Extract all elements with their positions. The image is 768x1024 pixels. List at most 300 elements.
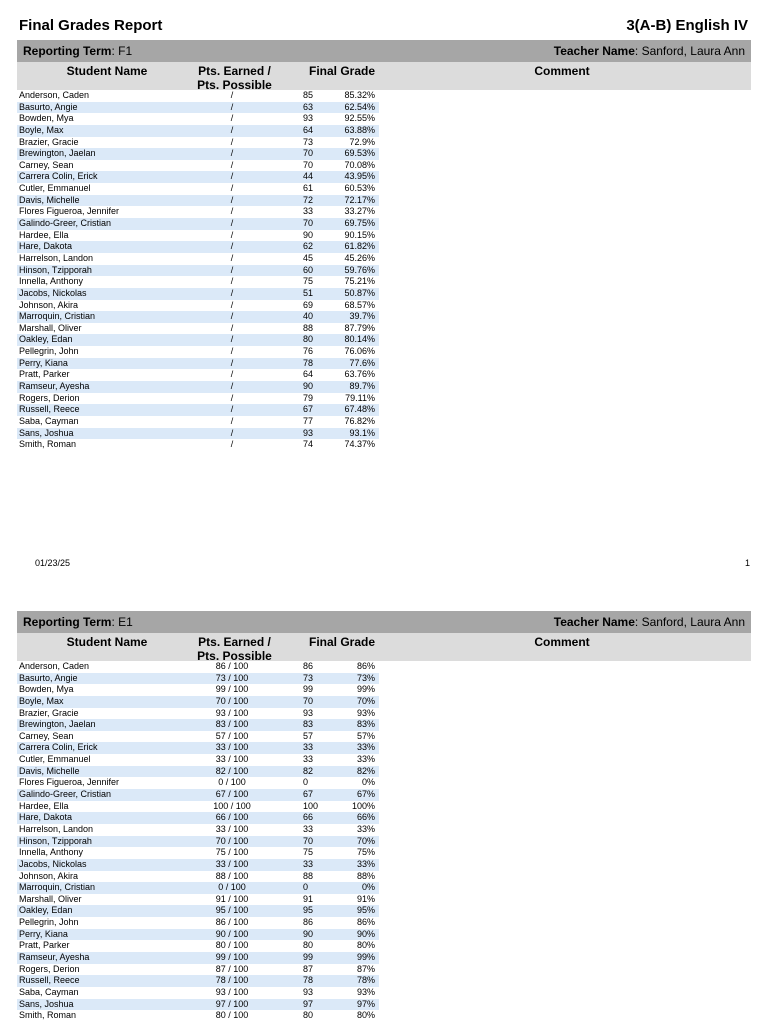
- student-name: Carney, Sean: [19, 730, 74, 741]
- table-row: [17, 777, 379, 789]
- student-name: Pratt, Parker: [19, 940, 70, 951]
- final-score: 66: [303, 812, 314, 823]
- comment-header: Comment: [534, 635, 590, 649]
- term-bar: Reporting Term: E1 Teacher Name: Sanford, Laura Ann: [17, 611, 751, 633]
- table-row: [17, 125, 379, 137]
- table-row: [17, 369, 379, 381]
- table-row: [17, 253, 379, 265]
- final-score: 70: [303, 695, 314, 706]
- student-name: Bowden, Mya: [19, 684, 74, 695]
- points-earned: 87 / 100: [215, 963, 249, 974]
- student-name: Cutler, Emmanuel: [19, 754, 91, 765]
- final-percent: 33.27%: [344, 206, 375, 217]
- table-row: [17, 742, 379, 754]
- final-percent: 90%: [356, 928, 375, 939]
- student-name: Brazier, Gracie: [19, 136, 79, 147]
- final-score: 33: [303, 823, 314, 834]
- final-score: 75: [303, 276, 314, 287]
- column-header: [17, 62, 751, 90]
- final-percent: 91%: [356, 893, 375, 904]
- table-row: [17, 975, 379, 987]
- final-score: 90: [303, 928, 314, 939]
- table-row: [17, 439, 379, 451]
- final-percent: 88%: [356, 870, 375, 881]
- points-earned: /: [230, 311, 234, 322]
- final-percent: 72.17%: [344, 194, 375, 205]
- points-earned: 82 / 100: [215, 765, 249, 776]
- points-earned: 70 / 100: [215, 835, 249, 846]
- final-score: 60: [303, 264, 314, 275]
- teacher-name: Sanford, Laura Ann: [641, 615, 745, 629]
- points-earned: /: [230, 241, 234, 252]
- table-row: [17, 812, 379, 824]
- student-name: Oakley, Edan: [19, 905, 73, 916]
- points-earned: /: [230, 276, 234, 287]
- final-score: 83: [303, 719, 314, 730]
- final-score: 70: [303, 148, 314, 159]
- points-earned: 33 / 100: [215, 754, 249, 765]
- table-row: [17, 428, 379, 440]
- table-row: [17, 661, 379, 673]
- points-earned: 86 / 100: [215, 917, 249, 928]
- points-header: Pts. Earned / Pts. Possible: [197, 64, 272, 92]
- final-score: 70: [303, 218, 314, 229]
- points-earned: /: [230, 136, 234, 147]
- final-score: 0: [303, 882, 309, 893]
- table-row: [17, 673, 379, 685]
- final-percent: 0%: [361, 882, 375, 893]
- final-percent: 75.21%: [344, 276, 375, 287]
- final-score: 62: [303, 241, 314, 252]
- student-name: Saba, Cayman: [19, 986, 79, 997]
- student-name: Hare, Dakota: [19, 241, 73, 252]
- footer-date: 01/23/25: [35, 558, 71, 568]
- final-percent: 73%: [356, 672, 375, 683]
- final-percent: 89.7%: [349, 381, 375, 392]
- points-earned: 93 / 100: [215, 707, 249, 718]
- points-earned: 83 / 100: [215, 719, 249, 730]
- term-value: E1: [118, 615, 133, 629]
- points-earned: /: [230, 90, 234, 100]
- points-earned: /: [230, 101, 234, 112]
- student-name: Jacobs, Nickolas: [19, 858, 87, 869]
- points-earned: /: [230, 427, 234, 438]
- table-row: [17, 300, 379, 312]
- student-name: Marshall, Oliver: [19, 893, 82, 904]
- final-percent: 93%: [356, 707, 375, 718]
- student-name: Pellegrin, John: [19, 917, 79, 928]
- final-score: 78: [303, 357, 314, 368]
- final-score: 51: [303, 287, 314, 298]
- table-row: [17, 416, 379, 428]
- final-score: 33: [303, 858, 314, 869]
- final-score: 97: [303, 998, 314, 1009]
- student-name: Perry, Kiana: [19, 357, 68, 368]
- final-percent: 87.79%: [344, 322, 375, 333]
- final-score: 64: [303, 369, 314, 380]
- final-score: 86: [303, 917, 314, 928]
- final-score: 88: [303, 870, 314, 881]
- points-earned: /: [230, 334, 234, 345]
- table-row: [17, 113, 379, 125]
- points-earned: 97 / 100: [215, 998, 249, 1009]
- table-row: [17, 206, 379, 218]
- final-percent: 69.53%: [344, 148, 375, 159]
- student-name: Flores Figueroa, Jennifer: [19, 206, 120, 217]
- final-percent: 80%: [356, 940, 375, 951]
- term-label: Reporting Term: [23, 615, 112, 629]
- student-name: Sans, Joshua: [19, 998, 74, 1009]
- grades-table-f1: [17, 90, 751, 451]
- student-name: Boyle, Max: [19, 695, 64, 706]
- table-row: [17, 917, 379, 929]
- table-row: [17, 323, 379, 335]
- final-score: 67: [303, 789, 314, 800]
- student-name: Smith, Roman: [19, 1010, 77, 1021]
- table-row: [17, 684, 379, 696]
- final-percent: 80.14%: [344, 334, 375, 345]
- points-earned: 78 / 100: [215, 975, 249, 986]
- table-row: [17, 871, 379, 883]
- points-earned: /: [230, 381, 234, 392]
- final-percent: 80%: [356, 1010, 375, 1021]
- points-earned: /: [230, 439, 234, 450]
- final-score: 33: [303, 742, 314, 753]
- final-score: 72: [303, 194, 314, 205]
- student-name: Anderson, Caden: [19, 90, 90, 100]
- points-earned: /: [230, 148, 234, 159]
- final-score: 85: [303, 90, 314, 100]
- student-name: Jacobs, Nickolas: [19, 287, 87, 298]
- final-score: 74: [303, 439, 314, 450]
- student-name: Brazier, Gracie: [19, 707, 79, 718]
- final-percent: 63.88%: [344, 124, 375, 135]
- points-earned: /: [230, 206, 234, 217]
- points-earned: /: [230, 357, 234, 368]
- student-name: Johnson, Akira: [19, 870, 79, 881]
- column-header: [17, 633, 751, 661]
- points-earned: 80 / 100: [215, 1010, 249, 1021]
- final-percent: 86%: [356, 661, 375, 671]
- student-name-header: Student Name: [66, 635, 148, 649]
- student-name: Flores Figueroa, Jennifer: [19, 777, 120, 788]
- final-percent: 70%: [356, 695, 375, 706]
- final-percent: 83%: [356, 719, 375, 730]
- student-name: Marshall, Oliver: [19, 322, 82, 333]
- final-percent: 99%: [356, 684, 375, 695]
- final-percent: 67.48%: [344, 404, 375, 415]
- table-row: [17, 766, 379, 778]
- student-name: Saba, Cayman: [19, 415, 79, 426]
- final-percent: 100%: [351, 800, 375, 811]
- student-name: Anderson, Caden: [19, 661, 90, 671]
- table-row: [17, 940, 379, 952]
- student-name: Brewington, Jaelan: [19, 148, 96, 159]
- points-earned: 95 / 100: [215, 905, 249, 916]
- final-score: 93: [303, 113, 314, 124]
- final-percent: 45.26%: [344, 252, 375, 263]
- points-earned: /: [230, 369, 234, 380]
- table-row: [17, 183, 379, 195]
- points-earned: 75 / 100: [215, 847, 249, 858]
- student-name: Sans, Joshua: [19, 427, 74, 438]
- report-title: Final Grades Report: [19, 17, 163, 34]
- term-value: F1: [118, 44, 133, 58]
- student-name: Hinson, Tzipporah: [19, 835, 92, 846]
- table-row: [17, 882, 379, 894]
- final-percent: 87%: [356, 963, 375, 974]
- table-row: [17, 731, 379, 743]
- class-title: 3(A-B) English IV: [626, 17, 748, 34]
- final-percent: 95%: [356, 905, 375, 916]
- points-earned: 33 / 100: [215, 823, 249, 834]
- table-row: [17, 964, 379, 976]
- grades-table-e1: [17, 661, 751, 1022]
- table-row: [17, 859, 379, 871]
- table-row: [17, 358, 379, 370]
- final-percent: 66%: [356, 812, 375, 823]
- table-row: [17, 241, 379, 253]
- final-score: 99: [303, 952, 314, 963]
- table-row: [17, 404, 379, 416]
- points-earned: 33 / 100: [215, 742, 249, 753]
- student-name: Brewington, Jaelan: [19, 719, 96, 730]
- final-percent: 33%: [356, 823, 375, 834]
- final-percent: 61.82%: [344, 241, 375, 252]
- final-percent: 59.76%: [344, 264, 375, 275]
- student-name: Rogers, Derion: [19, 963, 80, 974]
- points-earned: /: [230, 194, 234, 205]
- points-earned: /: [230, 159, 234, 170]
- final-score: 79: [303, 392, 314, 403]
- final-percent: 75%: [356, 847, 375, 858]
- final-score: 82: [303, 765, 314, 776]
- student-name: Davis, Michelle: [19, 194, 80, 205]
- student-name: Carney, Sean: [19, 159, 74, 170]
- table-row: [17, 288, 379, 300]
- points-earned: 67 / 100: [215, 789, 249, 800]
- points-earned: /: [230, 113, 234, 124]
- table-row: [17, 90, 379, 102]
- student-name: Hinson, Tzipporah: [19, 264, 92, 275]
- term-bar: Reporting Term: F1 Teacher Name: Sanford, Laura Ann: [17, 40, 751, 62]
- final-score: 44: [303, 171, 314, 182]
- final-percent: 90.15%: [344, 229, 375, 240]
- table-row: [17, 334, 379, 346]
- table-row: [17, 276, 379, 288]
- final-percent: 85.32%: [344, 90, 375, 100]
- final-score: 99: [303, 684, 314, 695]
- final-percent: 99%: [356, 952, 375, 963]
- final-score: 77: [303, 415, 314, 426]
- student-name: Marroquin, Cristian: [19, 882, 96, 893]
- student-name: Pratt, Parker: [19, 369, 70, 380]
- student-name: Pellegrin, John: [19, 346, 79, 357]
- final-score: 75: [303, 847, 314, 858]
- points-earned: /: [230, 252, 234, 263]
- final-percent: 76.82%: [344, 415, 375, 426]
- table-row: [17, 218, 379, 230]
- student-name: Rogers, Derion: [19, 392, 80, 403]
- points-earned: 0 / 100: [218, 882, 246, 893]
- table-row: [17, 195, 379, 207]
- student-name: Davis, Michelle: [19, 765, 80, 776]
- points-earned: 66 / 100: [215, 812, 249, 823]
- student-name: Perry, Kiana: [19, 928, 68, 939]
- page-number: 1: [744, 558, 750, 568]
- student-name: Ramseur, Ayesha: [19, 952, 90, 963]
- final-score: 100: [303, 800, 319, 811]
- final-percent: 68.57%: [344, 299, 375, 310]
- final-score: 78: [303, 975, 314, 986]
- student-name: Harrelson, Landon: [19, 252, 94, 263]
- teacher-label: Teacher Name: [553, 615, 635, 629]
- student-name: Ramseur, Ayesha: [19, 381, 90, 392]
- final-percent: 33%: [356, 742, 375, 753]
- points-earned: /: [230, 392, 234, 403]
- final-percent: 33%: [356, 754, 375, 765]
- table-row: [17, 847, 379, 859]
- points-header: Pts. Earned / Pts. Possible: [197, 635, 272, 663]
- student-name: Smith, Roman: [19, 439, 77, 450]
- table-row: [17, 102, 379, 114]
- table-row: [17, 171, 379, 183]
- student-name: Johnson, Akira: [19, 299, 79, 310]
- table-row: [17, 393, 379, 405]
- final-percent: 63.76%: [344, 369, 375, 380]
- final-percent: 43.95%: [344, 171, 375, 182]
- points-earned: /: [230, 124, 234, 135]
- final-score: 70: [303, 159, 314, 170]
- points-earned: /: [230, 346, 234, 357]
- final-percent: 70.08%: [344, 159, 375, 170]
- final-score: 45: [303, 252, 314, 263]
- final-percent: 82%: [356, 765, 375, 776]
- table-row: [17, 905, 379, 917]
- teacher-name: Sanford, Laura Ann: [641, 44, 745, 58]
- table-row: [17, 801, 379, 813]
- final-score: 67: [303, 404, 314, 415]
- points-earned: 99 / 100: [215, 952, 249, 963]
- student-name: Russell, Reece: [19, 404, 80, 415]
- table-row: [17, 265, 379, 277]
- final-score: 73: [303, 672, 314, 683]
- points-earned: /: [230, 287, 234, 298]
- student-name: Galindo-Greer, Cristian: [19, 218, 112, 229]
- final-percent: 60.53%: [344, 183, 375, 194]
- table-row: [17, 987, 379, 999]
- final-score: 91: [303, 893, 314, 904]
- final-percent: 92.55%: [344, 113, 375, 124]
- final-percent: 72.9%: [349, 136, 375, 147]
- final-score: 80: [303, 940, 314, 951]
- final-percent: 69.75%: [344, 218, 375, 229]
- table-row: [17, 381, 379, 393]
- student-name: Harrelson, Landon: [19, 823, 94, 834]
- points-earned: 99 / 100: [215, 684, 249, 695]
- points-earned: 90 / 100: [215, 928, 249, 939]
- final-score: 63: [303, 101, 314, 112]
- final-percent: 33%: [356, 858, 375, 869]
- table-row: [17, 754, 379, 766]
- table-row: [17, 708, 379, 720]
- final-score: 93: [303, 707, 314, 718]
- teacher-label: Teacher Name: [553, 44, 635, 58]
- student-name: Oakley, Edan: [19, 334, 73, 345]
- final-percent: 57%: [356, 730, 375, 741]
- table-row: [17, 789, 379, 801]
- table-row: [17, 894, 379, 906]
- term-label: Reporting Term: [23, 44, 112, 58]
- final-score: 0: [303, 777, 309, 788]
- final-percent: 74.37%: [344, 439, 375, 450]
- final-score: 88: [303, 322, 314, 333]
- final-score: 64: [303, 124, 314, 135]
- points-earned: 73 / 100: [215, 672, 249, 683]
- table-row: [17, 999, 379, 1011]
- student-name: Bowden, Mya: [19, 113, 74, 124]
- final-score: 69: [303, 299, 314, 310]
- final-grade-header: Final Grade: [308, 64, 376, 78]
- points-earned: /: [230, 415, 234, 426]
- final-percent: 0%: [361, 777, 375, 788]
- final-score: 95: [303, 905, 314, 916]
- table-row: [17, 311, 379, 323]
- final-percent: 62.54%: [344, 101, 375, 112]
- points-earned: /: [230, 229, 234, 240]
- points-earned: 93 / 100: [215, 986, 249, 997]
- final-score: 73: [303, 136, 314, 147]
- student-name: Galindo-Greer, Cristian: [19, 789, 112, 800]
- points-earned: 100 / 100: [213, 800, 251, 811]
- student-name: Marroquin, Cristian: [19, 311, 96, 322]
- student-name: Carrera Colin, Erick: [19, 742, 98, 753]
- table-row: [17, 719, 379, 731]
- student-name: Hardee, Ella: [19, 229, 69, 240]
- student-name: Innella, Anthony: [19, 847, 84, 858]
- points-earned: /: [230, 264, 234, 275]
- final-percent: 93.1%: [349, 427, 375, 438]
- table-row: [17, 346, 379, 358]
- final-percent: 79.11%: [345, 392, 375, 403]
- student-name: Carrera Colin, Erick: [19, 171, 98, 182]
- table-row: [17, 696, 379, 708]
- points-earned: 86 / 100: [215, 661, 249, 671]
- points-earned: 80 / 100: [215, 940, 249, 951]
- points-earned: /: [230, 322, 234, 333]
- final-score: 90: [303, 229, 314, 240]
- final-percent: 67%: [356, 789, 375, 800]
- table-row: [17, 230, 379, 242]
- final-percent: 78%: [356, 975, 375, 986]
- final-grade-header: Final Grade: [308, 635, 376, 649]
- final-score: 57: [303, 730, 314, 741]
- final-percent: 93%: [356, 986, 375, 997]
- final-score: 80: [303, 334, 314, 345]
- final-score: 40: [303, 311, 314, 322]
- final-percent: 97%: [356, 998, 375, 1009]
- points-earned: 33 / 100: [215, 858, 249, 869]
- points-earned: 88 / 100: [215, 870, 249, 881]
- table-row: [17, 836, 379, 848]
- final-score: 86: [303, 661, 314, 671]
- final-percent: 70%: [356, 835, 375, 846]
- student-name: Boyle, Max: [19, 124, 64, 135]
- final-score: 70: [303, 835, 314, 846]
- student-name: Basurto, Angie: [19, 101, 78, 112]
- table-row: [17, 160, 379, 172]
- final-score: 93: [303, 427, 314, 438]
